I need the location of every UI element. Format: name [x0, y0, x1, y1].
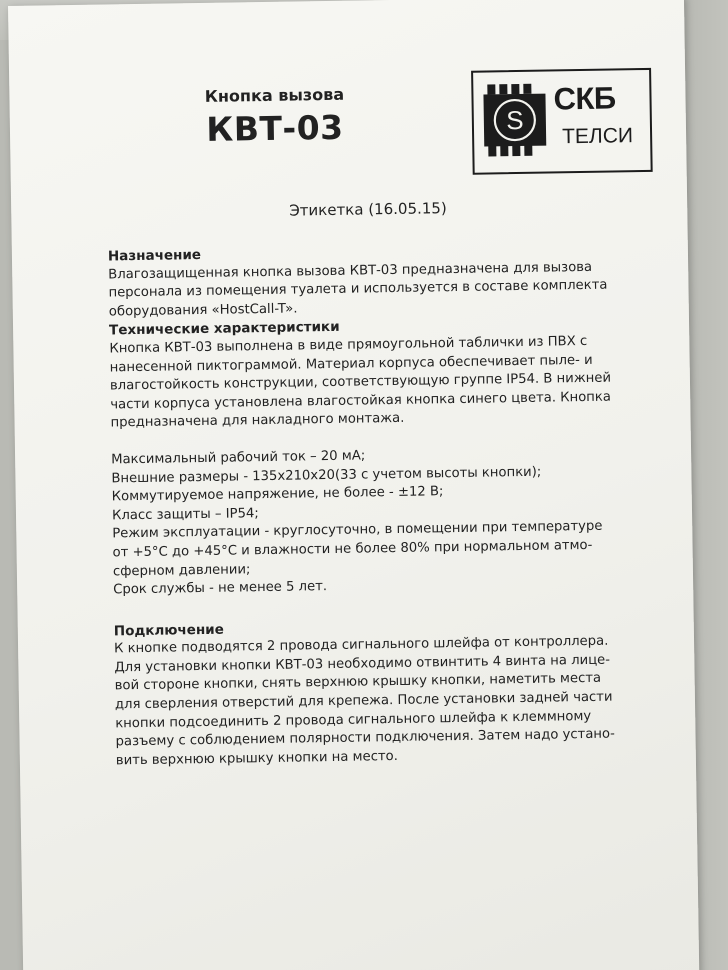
text-line: для сверления отверстий для крепежа. После установки задней части — [114, 689, 613, 713]
param-line: Срок службы - не менее 5 лет. — [113, 579, 328, 598]
param-line: сферном давлении; — [112, 561, 251, 579]
specs-heading: Технические характеристики — [108, 319, 340, 339]
param-line: Коммутируемое напряжение, не более - ±12 В; — [111, 484, 444, 505]
param-line: Режим эксплуатации - круглосуточно, в помещении при температуре — [112, 519, 603, 542]
param-line: Внешние размеры - 135х210х20(33 с учетом высоты кнопки); — [111, 464, 542, 486]
text-line: разъему с соблюдением полярности подключения. Затем надо устано- — [115, 726, 615, 750]
text-line: оборудования «HostCall-T». — [108, 301, 298, 320]
connection-paragraph — [114, 632, 676, 771]
text-line: предназначена для накладного монтажа. — [110, 411, 405, 431]
text-line: нанесенной пиктограммой. Материал корпуса обеспечивает пыле- и — [109, 352, 593, 376]
text-line: Влагозащищенная кнопка вызова КВТ-03 предназначена для вызова — [108, 259, 593, 283]
specs-parameters — [111, 443, 673, 601]
connection-heading: Подключение — [113, 621, 224, 640]
product-header — [169, 84, 380, 149]
product-title: КВТ-03 — [206, 107, 344, 149]
text-line: вить верхнюю крышку кнопки на место. — [115, 748, 398, 769]
text-line: Для установки кнопки КВТ-03 необходимо отвинтить 4 винта на лице- — [114, 652, 611, 676]
specs-paragraph — [109, 332, 670, 434]
purpose-heading: Назначение — [107, 247, 202, 265]
document-sheet — [8, 0, 699, 970]
logo-brand-top: СКБ — [553, 80, 616, 117]
text-line: части корпуса установлена влагостойкая кнопка синего цвета. Кнопка — [110, 389, 611, 413]
purpose-paragraph — [108, 257, 669, 322]
document-body — [108, 239, 676, 771]
text-line: кнопки подсоединить 2 провода сигнального шлейфа к клеммному — [115, 708, 592, 732]
svg-text:S: S — [505, 104, 524, 136]
param-line: Максимальный рабочий ток – 20 мА; — [111, 448, 366, 468]
text-line: персонала из помещения туалета и используется в составе комплекта — [108, 277, 608, 301]
text-line: влагостойкость конструкции, соответствующую группе IP54. В нижней — [109, 370, 612, 394]
text-line: вой стороне кнопки, снять верхнюю крышку кнопки, наметить места — [114, 671, 602, 694]
param-line: от +5°С до +45°С и влажности не более 80% при нормальном атмо- — [112, 537, 593, 561]
label-date-line: Этикетка (16.05.15) — [289, 199, 447, 220]
company-logo — [471, 68, 653, 175]
text-line: Кнопка КВТ-03 выполнена в виде прямоугольной таблички из ПВХ с — [109, 333, 588, 357]
text-line: К кнопке подводятся 2 провода сигнального шлейфа от контроллера. — [113, 633, 609, 657]
param-line: Класс защиты – IP54; — [111, 505, 259, 524]
logo-brand-bottom: ТЕЛСИ — [561, 124, 634, 149]
product-subtitle: Кнопка вызова — [204, 84, 345, 106]
